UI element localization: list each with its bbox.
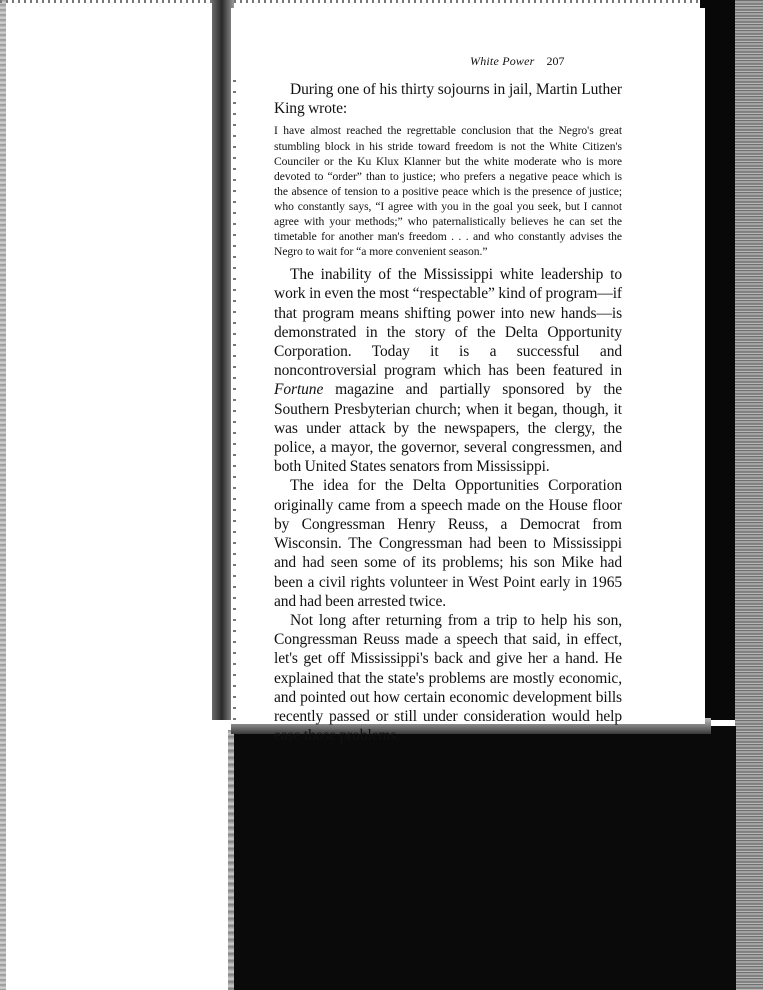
intro-paragraph: During one of his thirty sojourns in jail, Martin Luther King wrote: (274, 81, 622, 118)
gutter-marks (233, 80, 236, 720)
paragraph-reuss-speech: Not long after returning from a trip to help his son, Congressman Reuss made a speech that said, in effect, let's get off Mississippi's back and give her a hand. He explained that the state's problems are mostly economic, and pointed out how certain economic development bills recently passed or still under consideration would help ease those problems. (274, 611, 622, 745)
running-title: White Power (470, 54, 535, 68)
left-page-edge (0, 0, 6, 990)
page-text (274, 80, 622, 745)
lower-black-area (234, 726, 736, 990)
right-page-edge (735, 0, 763, 990)
block-quote: I have almost reached the regrettable conclusion that the Negro's great stumbling block in his stride toward freedom is not the White Citizen's Counciler or the Ku Klux Klanner but the white moderate who is more devoted to “order” than to justice; who prefers a negative peace which is the absence of tension to a positive peace which is the presence of justice; who constantly says, “I agree with you in the goal you seek, but I cannot agree with your methods;” who paternalistically believes he can set the timetable for another man's freedom . . . and who constantly advises the Negro to wait for “a more convenient season.” (274, 124, 622, 259)
right-dark-margin (700, 0, 736, 720)
paragraph-delta-opportunity (274, 265, 622, 476)
running-header (470, 54, 630, 72)
top-scan-border (0, 0, 763, 3)
italic-magazine-title: Fortune (274, 381, 324, 399)
paragraph-text-end: magazine and partially sponsored by the Southern Presbyterian church; when it began, though, it was under attack by the newspapers, the clergy, the police, a mayor, the governor, several congressmen, and both United States senators from Mississippi. (274, 381, 622, 476)
paragraph-text-start: The inability of the Mississippi white leadership to work in even the most “respectable” kind of program—if that program means shifting power into new hands—is demonstrated in the story of the Delta Opportunity Corporation. Today it is a successful and noncontroversial program which has been featured in (274, 266, 622, 380)
page-number: 207 (546, 54, 565, 68)
paragraph-reuss-idea: The idea for the Delta Opportunities Corporation originally came from a speech made on the House floor by Congressman Henry Reuss, a Democrat from Wisconsin. The Congressman had been to Mississippi and had seen some of its problems; his son Mike had been a civil rights volunteer in West Point early in 1965 and had been arrested twice. (274, 477, 622, 610)
